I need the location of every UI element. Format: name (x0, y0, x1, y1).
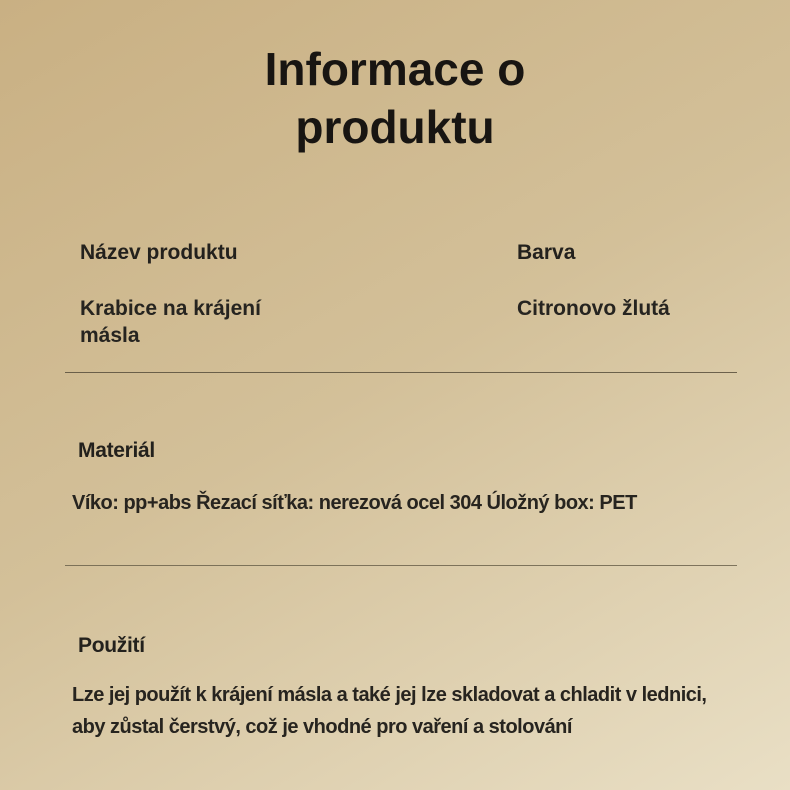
material-body: Víko: pp+abs Řezací síťka: nerezová ocel 304 Úložný box: PET (72, 492, 637, 514)
product-color-field (517, 240, 735, 349)
material-section (0, 438, 790, 517)
section-divider (65, 372, 737, 373)
page-title: Informace o produktu (264, 43, 526, 153)
usage-heading: Použití (78, 634, 145, 657)
product-name-field (80, 240, 517, 349)
usage-section (0, 633, 790, 743)
product-name-label: Název produktu (80, 241, 238, 264)
product-fields-row (0, 240, 790, 349)
product-color-value: Citronovo žlutá (517, 297, 670, 320)
material-heading: Materiál (78, 439, 155, 462)
section-divider (65, 565, 737, 566)
usage-body: Lze jej použít k krájení másla a také jej lze skladovat a chladit v lednici, aby zůstal čerstvý, což je vhodné pro vaření a stolování (72, 684, 707, 738)
product-name-value: Krabice na krájení másla (80, 297, 261, 347)
product-color-label: Barva (517, 241, 576, 264)
